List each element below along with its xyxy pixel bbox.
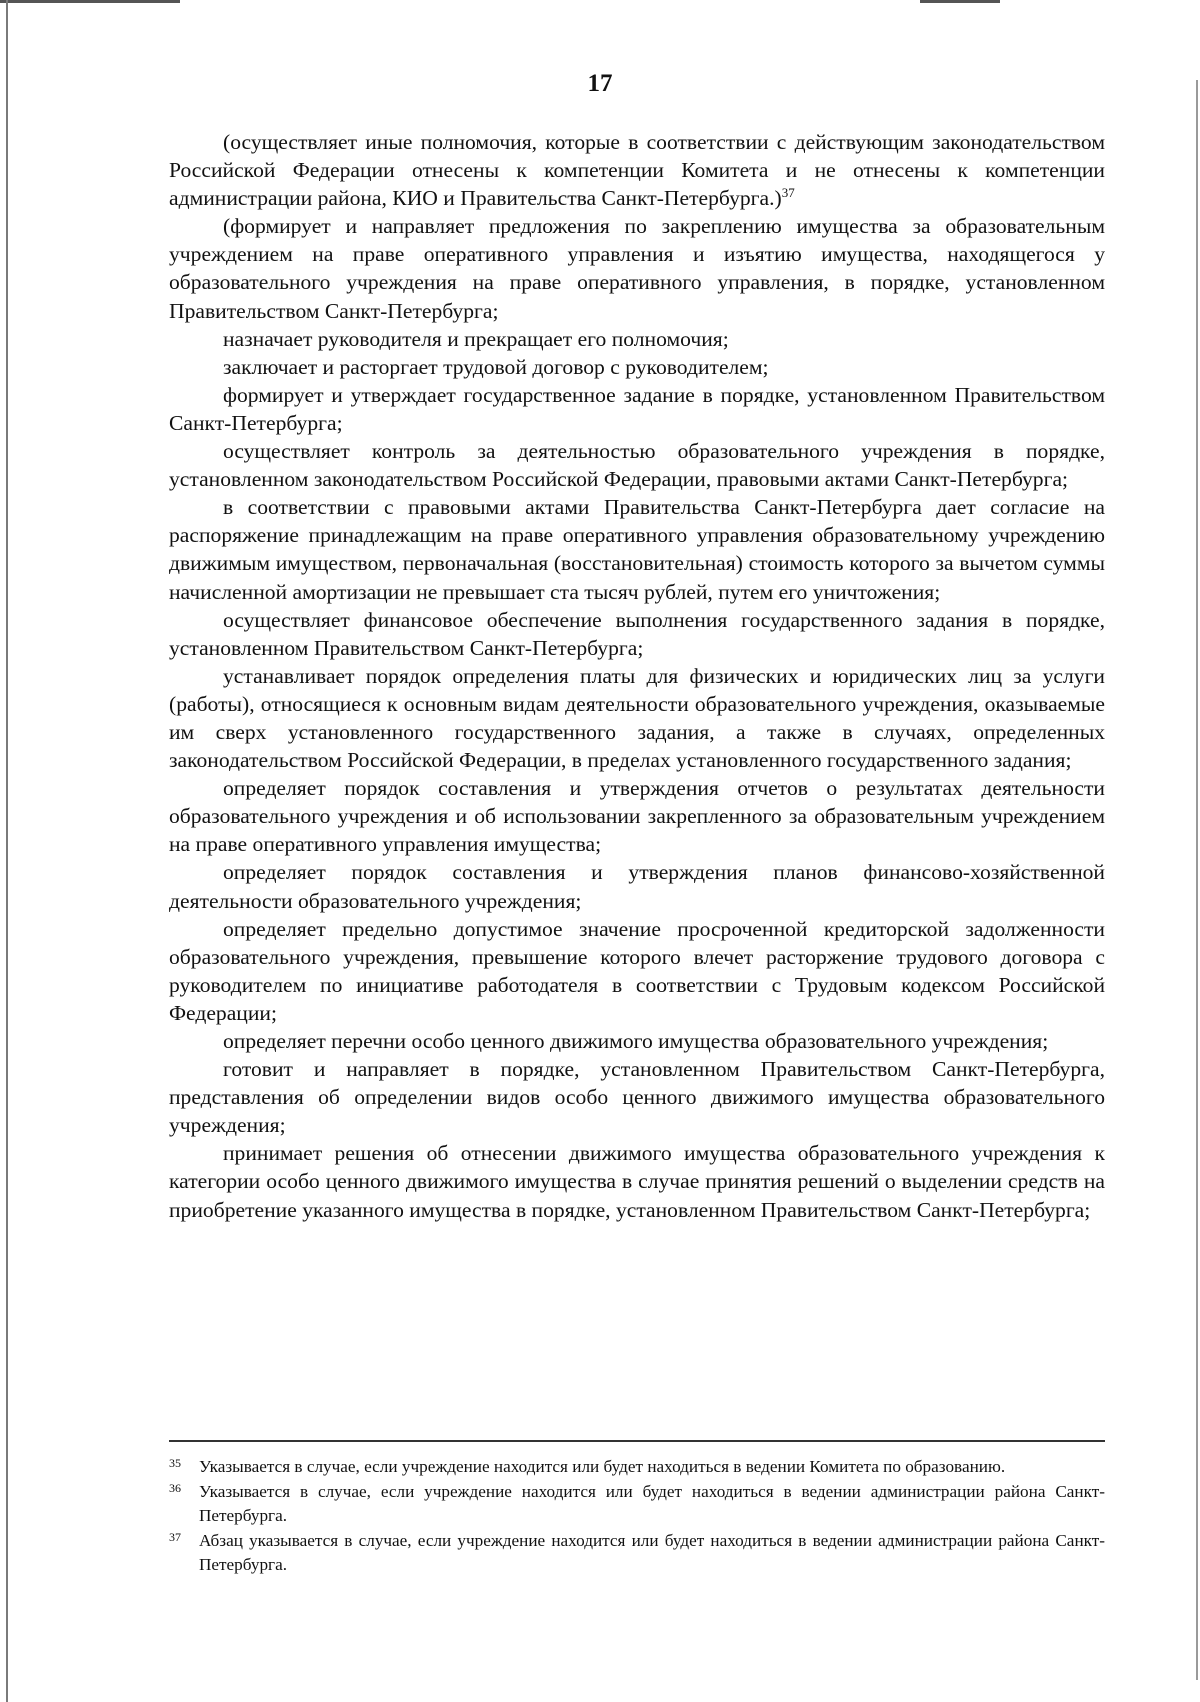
paragraph: формирует и утверждает государственное задание в порядке, установленном Правительством Санкт-Петербурга; [169, 382, 1105, 435]
scan-top-edge [0, 0, 1200, 3]
document-body [169, 128, 1105, 1224]
footnote-mark: 36 [169, 1480, 181, 1495]
footnote-reference: 37 [781, 185, 795, 200]
paragraph: определяет порядок составления и утверждения планов финансово-хозяйственной деятельности образовательного учреждения; [169, 860, 1105, 913]
paragraph: определяет предельно допустимое значение просроченной кредиторской задолженности образовательного учреждения, превышение которого влечет расторжение трудового договора с руководителем по инициативе работодателя в соответствии с Трудовым кодексом Российской Федерации; [169, 916, 1105, 1025]
paragraph-text: (осуществляет иные полномочия, которые в соответствии с действующим законодательством Российской Федерации отнесены к компетенции Комитета и не отнесены к компетенции администрации района, КИО и Правительства Санкт-Петербурга.) [169, 130, 1105, 211]
footnote-mark: 35 [169, 1456, 181, 1470]
paragraph: заключает и расторгает трудовой договор с руководителем; [223, 354, 769, 379]
paragraph: осуществляет финансовое обеспечение выполнения государственного задания в порядке, установленном Правительством Санкт-Петербурга; [169, 607, 1105, 660]
paragraph: (формирует и направляет предложения по закреплению имущества за образовательным учреждением на праве оперативного управления и изъятию имущества, находящегося у образовательного учреждения на праве оперативного управления, в порядке, установленном Правительством Санкт-Петербурга; [169, 214, 1105, 323]
scan-right-edge [1196, 80, 1198, 1680]
footnote-text: Абзац указывается в случае, если учреждение находится или будет находиться в ведении администрации района Санкт-Петербурга. [199, 1530, 1105, 1574]
footnote-text: Указывается в случае, если учреждение находится или будет находиться в ведении Комитета по образованию. [199, 1457, 1006, 1476]
footnote-divider [169, 1440, 1105, 1442]
paragraph: готовит и направляет в порядке, установленном Правительством Санкт-Петербурга, представления об определении видов особо ценного движимого имущества образовательного учреждения; [169, 1057, 1105, 1138]
page-number: 17 [587, 70, 613, 97]
paragraph: устанавливает порядок определения платы для физических и юридических лиц за услуги (работы), относящиеся к основным видам деятельности образовательного учреждения, оказываемые им сверх установленного государственного задания, а также в случаях, определенных законодательством Российской Федерации, в пределах установленного государственного задания; [169, 663, 1105, 773]
paragraph: принимает решения об отнесении движимого имущества образовательного учреждения к категории особо ценного движимого имущества в случае принятия решений о выделении средств на приобретение указанного имущества в порядке, установленном Правительством Санкт-Петербурга; [169, 1141, 1105, 1222]
footnote-text: Указывается в случае, если учреждение находится или будет находиться в ведении администрации района Санкт-Петербурга. [199, 1481, 1105, 1525]
paragraph: в соответствии с правовыми актами Правительства Санкт-Петербурга дает согласие на распоряжение принадлежащим на праве оперативного управления образовательному учреждению движимым имуществом, первоначальная (восстановительная) стоимость которого за вычетом суммы начисленной амортизации не превышает ста тысяч рублей, путем его уничтожения; [169, 495, 1105, 604]
footnotes [169, 1455, 1105, 1578]
paragraph: назначает руководителя и прекращает его полномочия; [223, 326, 729, 351]
paragraph [169, 128, 1105, 212]
footnote [169, 1529, 1105, 1578]
footnote [169, 1455, 1105, 1480]
scan-left-edge [6, 0, 8, 1702]
footnote-mark: 37 [169, 1529, 181, 1544]
paragraph: осуществляет контроль за деятельностью образовательного учреждения в порядке, установленном законодательством Российской Федерации, правовыми актами Санкт-Петербурга; [169, 439, 1105, 492]
paragraph: определяет перечни особо ценного движимого имущества образовательного учреждения; [223, 1029, 1049, 1053]
paragraph: определяет порядок составления и утверждения отчетов о результатах деятельности образовательного учреждения и об использовании закрепленного за образовательным учреждением на праве оперативного управления имущества; [169, 776, 1105, 857]
footnote [169, 1480, 1105, 1529]
